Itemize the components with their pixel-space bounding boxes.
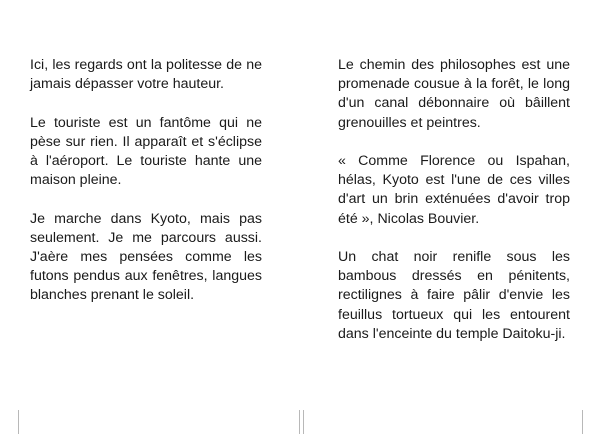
right-page (338, 56, 570, 363)
crop-mark-center-right (303, 410, 304, 434)
crop-mark-center-left (299, 410, 300, 434)
left-paragraph-3: Je marche dans Kyoto, mais pas seulement. Je me parcours aussi. J'aère mes pensées comme les futons pendus aux fenêtres, langues blanches prenant le soleil. (30, 210, 262, 304)
right-paragraph-2: « Comme Florence ou Ispahan, hélas, Kyoto est l'une de ces villes d'art un brin exténuées d'avoir trop été », Nicolas Bouvier. (338, 153, 570, 227)
right-paragraph-3: Un chat noir renifle sous les bambous dressés en pénitents, rectilignes à faire pâlir d'envie les feuillus tortueux qui les entourent dans l'enceinte du temple Daitoku-ji. (338, 249, 570, 342)
left-page (30, 56, 262, 325)
crop-mark-left (18, 410, 19, 434)
left-paragraph-2: Le touriste est un fantôme qui ne pèse sur rien. Il apparaît et s'éclipse à l'aéroport. Le touriste hante une maison pleine. (30, 114, 262, 189)
crop-mark-right (582, 410, 583, 434)
left-paragraph-1: Ici, les regards ont la politesse de ne jamais dépasser votre hauteur. (30, 57, 262, 93)
right-paragraph-1: Le chemin des philosophes est une promenade cousue à la forêt, le long d'un canal débonnaire où bâillent grenouilles et peintres. (338, 57, 570, 131)
